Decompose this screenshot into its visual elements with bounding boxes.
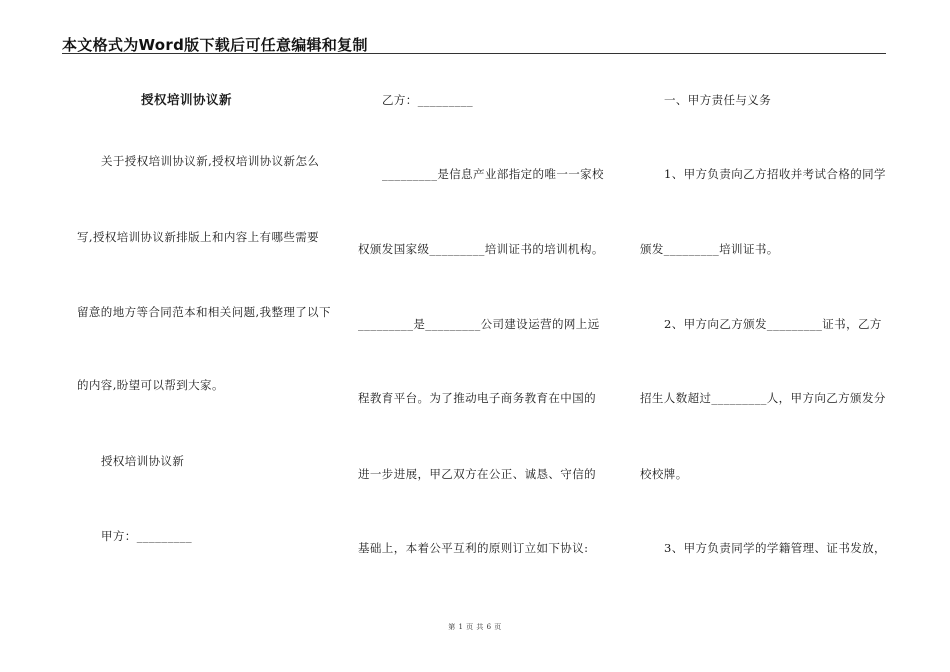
clause-line: 1、甲方负责向乙方招收并考试合格的同学: [664, 167, 886, 181]
document-title: 授权培训协议新: [141, 92, 233, 107]
party-a-line: 甲方：_________: [101, 529, 193, 543]
paragraph-line: 关于授权培训协议新,授权培训协议新怎么: [101, 154, 320, 168]
paragraph-line: 程教育平台。为了推动电子商务教育在中国的: [358, 391, 596, 405]
clause-line: 2、甲方向乙方颁发_________证书，乙方: [664, 317, 882, 331]
paragraph-line: 基础上，本着公平互利的原则订立如下协议:: [358, 541, 589, 555]
clause-line: 颁发_________培训证书。: [640, 242, 779, 256]
paragraph-line: 权颁发国家级_________培训证书的培训机构。: [358, 242, 604, 256]
party-b-line: 乙方：_________: [382, 93, 474, 107]
paragraph-line: 留意的地方等合同范本和相关问题,我整理了以下: [77, 305, 331, 319]
clause-line: 3、甲方负责同学的学籍管理、证书发放，: [664, 541, 886, 555]
document-banner: 本文格式为Word版下载后可任意编辑和复制: [62, 36, 368, 54]
section-heading: 授权培训协议新: [101, 454, 185, 468]
paragraph-line: 进一步进展，甲乙双方在公正、诚恳、守信的: [358, 467, 596, 481]
page-number: 第 1 页 共 6 页: [448, 623, 502, 631]
paragraph-line: 的内容,盼望可以帮到大家。: [77, 378, 224, 392]
clause-line: 校校牌。: [640, 467, 688, 481]
clause-line: 招生人数超过_________人，甲方向乙方颁发分: [640, 391, 886, 405]
paragraph-line: _________是信息产业部指定的唯一一家校: [382, 167, 604, 181]
paragraph-line: 写,授权培训协议新排版上和内容上有哪些需要: [77, 230, 320, 244]
paragraph-line: _________是_________公司建设运营的网上远: [358, 317, 600, 331]
section-heading: 一、甲方责任与义务: [664, 93, 772, 107]
header-divider: [62, 53, 886, 54]
